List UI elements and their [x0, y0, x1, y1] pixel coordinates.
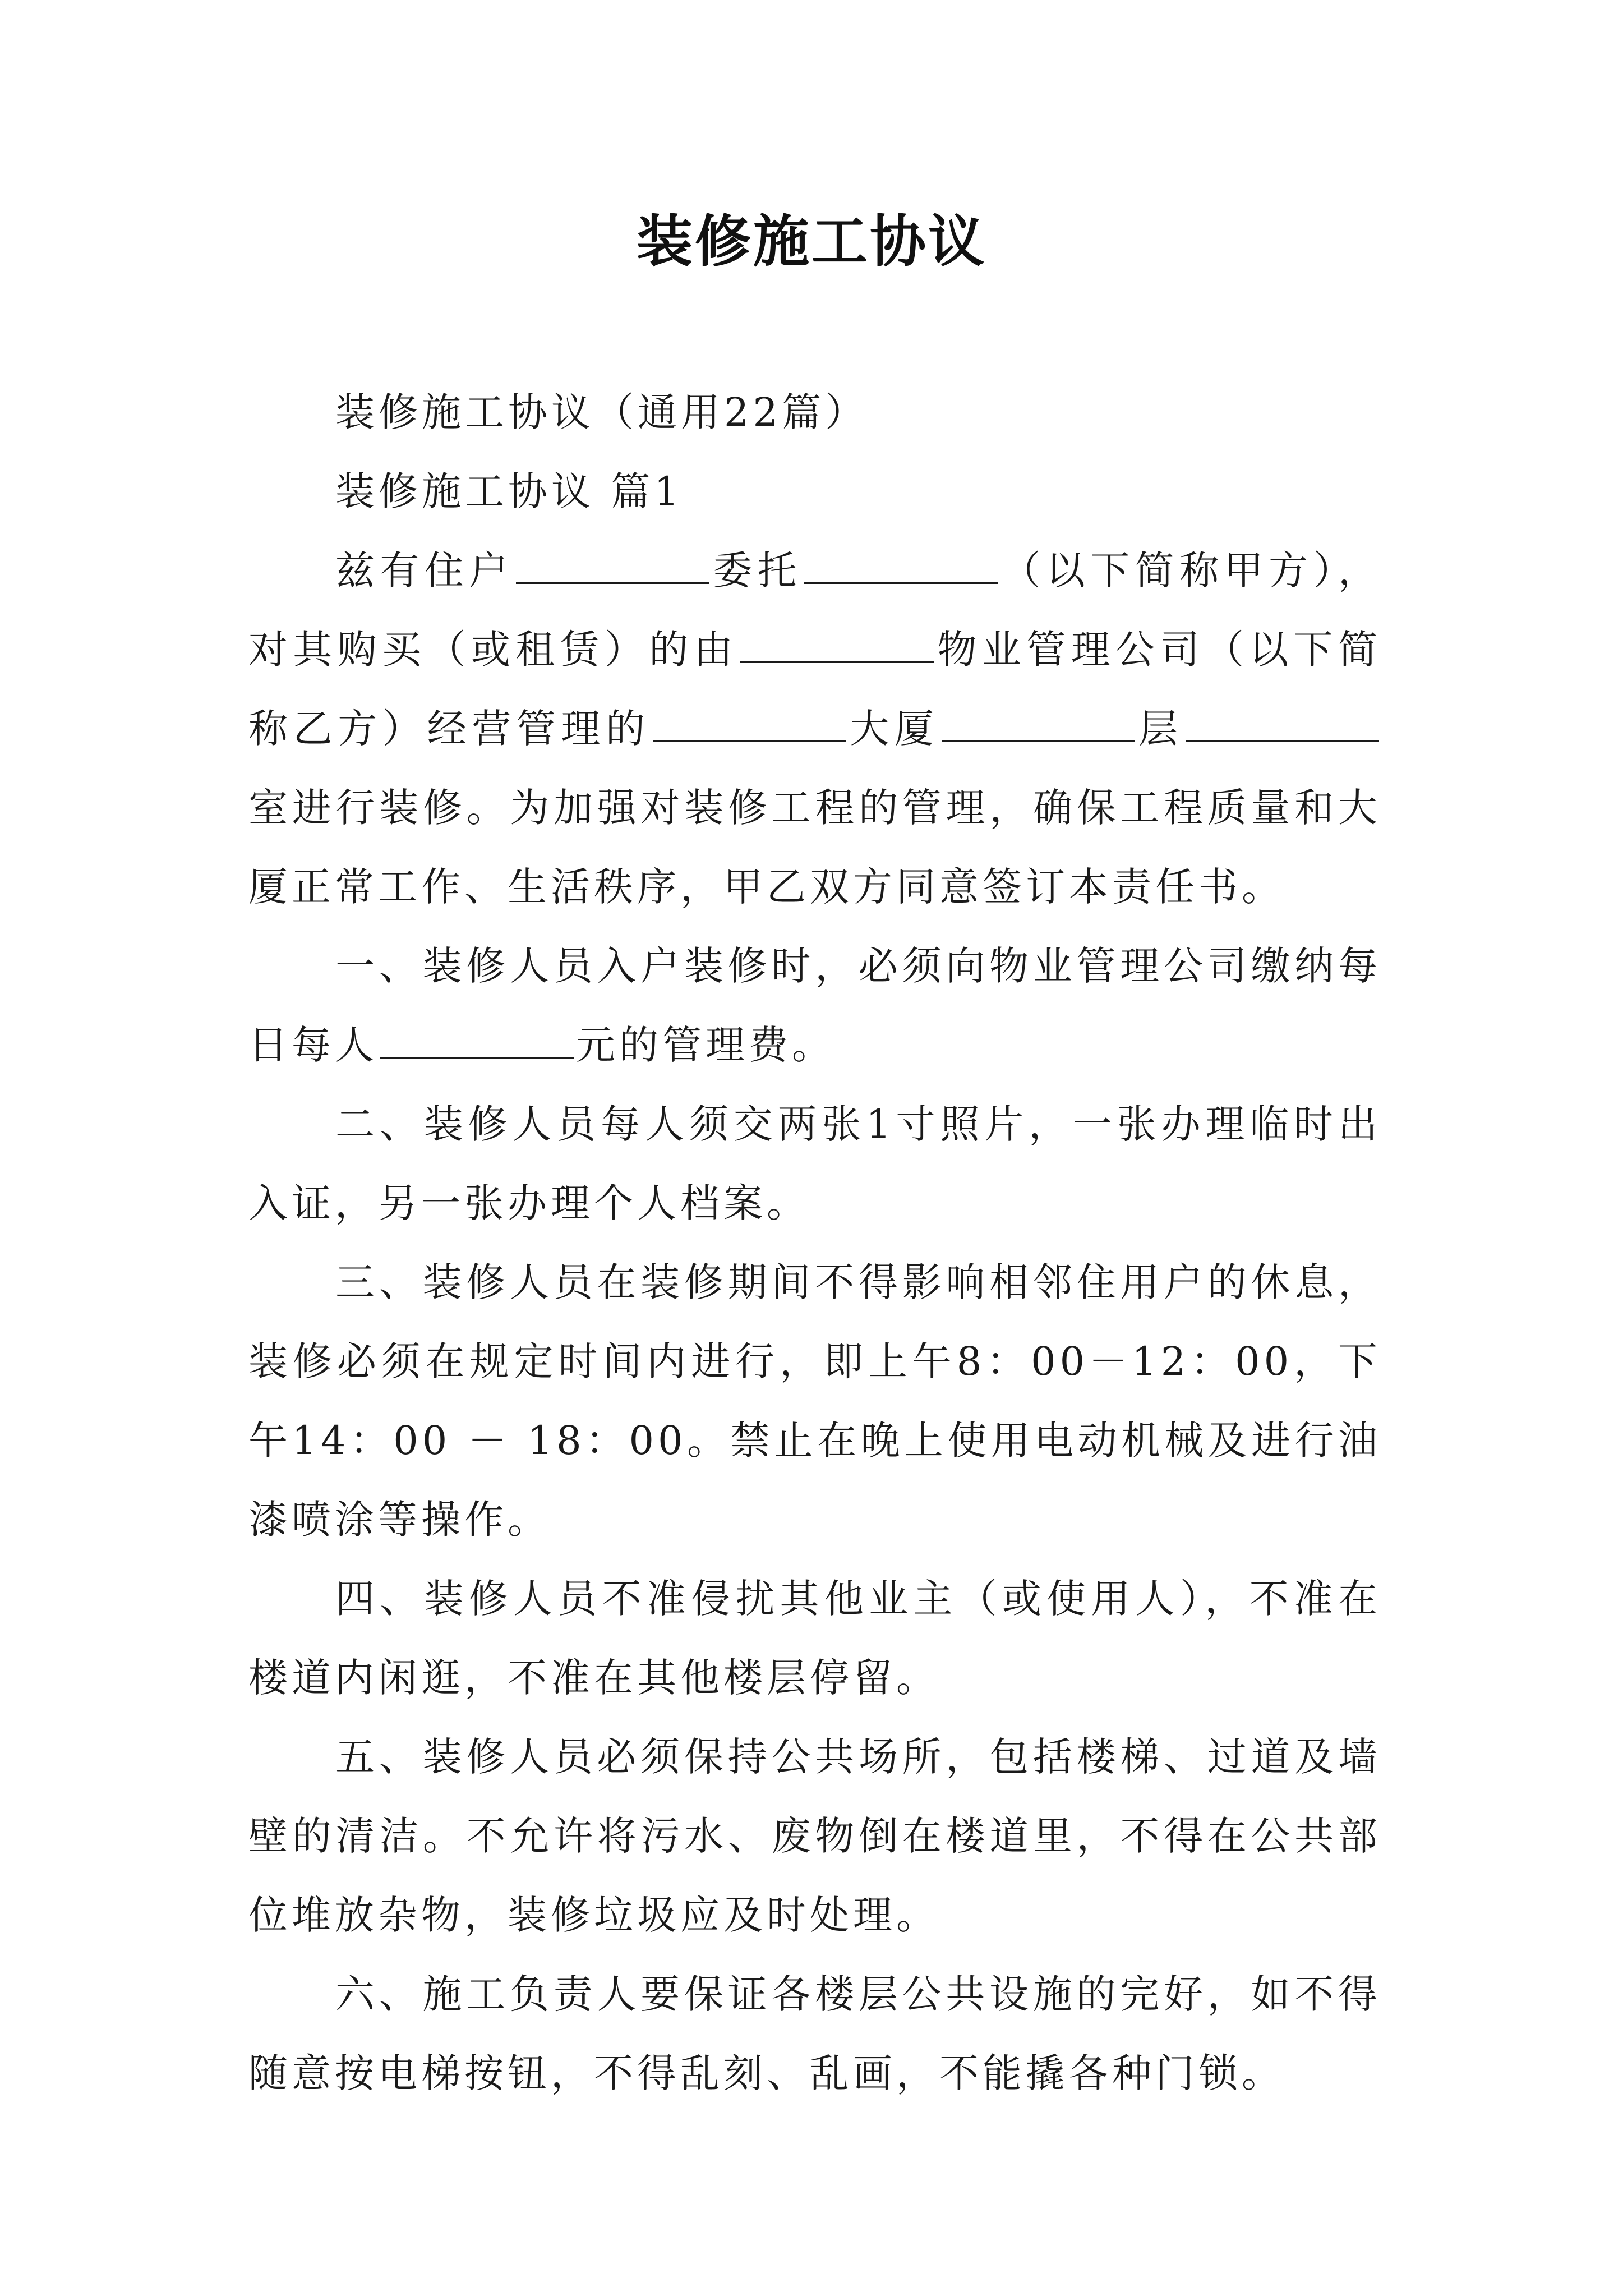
intro-paragraph	[248, 531, 1381, 927]
document-title: 装修施工协议	[637, 208, 986, 274]
clause-6: 六、施工负责人要保证各楼层公共设施的完好，如不得随意按电梯按钮，不得乱刻、乱画，不能撬各种门锁。	[248, 1971, 1381, 2096]
resident-name-blank	[516, 547, 709, 584]
room-number-blank	[1186, 706, 1379, 742]
clause-3: 三、装修人员在装修期间不得影响相邻住用户的休息，装修必须在规定时间内进行，即上午8：00－12：00，下午14：00 － 18：00。禁止在晚上使用电动机械及进行油漆喷涂等操作。	[248, 1259, 1381, 1543]
intro-text-1: 兹有住户	[335, 547, 514, 593]
clause-1	[248, 927, 1381, 1085]
clause-1-text-before: 一、装修人员入户装修时，必须向物业管理公司缴纳每日每人	[248, 943, 1381, 1068]
document-body	[248, 373, 1381, 2113]
document-subtitle: 装修施工协议（通用22篇）	[335, 389, 869, 435]
clause-1-text-after: 元的管理费。	[576, 1022, 835, 1068]
floor-number-blank	[942, 706, 1135, 742]
intro-text-2: 委托	[711, 547, 803, 593]
party-a-name-blank	[804, 547, 998, 584]
intro-text-6: 层	[1137, 706, 1184, 752]
clause-5: 五、装修人员必须保持公共场所，包括楼梯、过道及墙壁的清洁。不允许将污水、废物倒在楼道里，不得在公共部位堆放杂物，装修垃圾应及时处理。	[248, 1734, 1381, 1938]
intro-text-7: 室进行装修。为加强对装修工程的管理，确保工程质量和大厦正常工作、生活秩序，甲乙双方同意签订本责任书。	[248, 785, 1381, 910]
intro-text-5: 大厦	[848, 706, 939, 752]
clause-2: 二、装修人员每人须交两张1寸照片，一张办理临时出入证，另一张办理个人档案。	[248, 1101, 1381, 1226]
property-company-blank	[740, 627, 934, 663]
management-fee-blank	[380, 1022, 574, 1059]
section-heading: 装修施工协议 篇1	[335, 468, 683, 514]
intro-text-4: 物业管理公司（以下简称乙方）经营管理的	[248, 627, 1382, 752]
building-name-blank	[653, 706, 846, 742]
intro-text-3: （以下简称甲方），对其购买（或租赁）的由	[248, 547, 1381, 673]
clause-4: 四、装修人员不准侵扰其他业主（或使用人），不准在楼道内闲逛，不准在其他楼层停留。	[248, 1576, 1381, 1701]
